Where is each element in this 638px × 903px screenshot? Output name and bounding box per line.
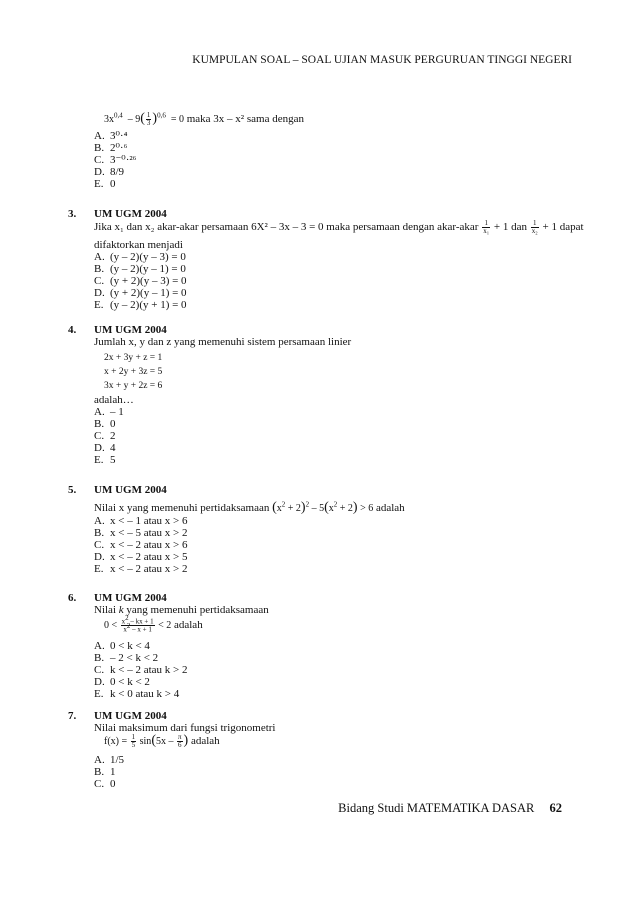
question-6-variable: k bbox=[118, 604, 124, 616]
option-text: (y – 2)(y + 1) = 0 bbox=[110, 299, 187, 311]
answer-option bbox=[94, 688, 578, 700]
question-6-tail: adalah bbox=[173, 619, 203, 632]
question-5 bbox=[68, 484, 578, 575]
answer-option bbox=[94, 251, 578, 263]
answer-option bbox=[94, 640, 578, 652]
answer-option bbox=[94, 287, 578, 299]
question-5-heading bbox=[68, 484, 578, 496]
option-letter: A. bbox=[94, 640, 105, 652]
option-letter: E. bbox=[94, 178, 104, 190]
question-7 bbox=[68, 710, 578, 790]
answer-option bbox=[94, 664, 578, 676]
question-7-function: f(x) = $\frac{1}{5}$ sin(5x – $\frac{\pi}{6}$ ) adalah bbox=[104, 732, 220, 749]
question-7-heading bbox=[68, 710, 578, 722]
answer-option bbox=[94, 527, 578, 539]
option-text: x < – 2 atau x > 6 bbox=[110, 539, 188, 551]
answer-option bbox=[94, 418, 578, 430]
question-4-stem: Jumlah x, y dan z yang memenuhi sistem persamaan linier bbox=[94, 336, 352, 348]
option-text: 8/9 bbox=[110, 166, 125, 178]
option-letter: A. bbox=[94, 251, 105, 263]
question-2-equation: $3x^{0,4} - 9$( $\frac{1}{3}$ )$^{0,6}$ = 0 bbox=[104, 110, 184, 127]
option-text: x < – 1 atau x > 6 bbox=[110, 515, 188, 527]
question-3-heading bbox=[68, 208, 578, 220]
page-header: KUMPULAN SOAL – SOAL UJIAN MASUK PERGURUAN TINGGI NEGERI bbox=[192, 54, 572, 66]
question-number: 6. bbox=[68, 592, 77, 604]
page-footer bbox=[338, 801, 562, 816]
answer-option bbox=[94, 442, 578, 454]
answer-option bbox=[94, 551, 578, 563]
option-text: 0 < k < 2 bbox=[110, 676, 150, 688]
question-2-options bbox=[68, 130, 578, 190]
question-source: UM UGM 2004 bbox=[94, 592, 167, 604]
option-text: 3⁰·⁴ bbox=[110, 130, 128, 142]
question-number: 4. bbox=[68, 324, 77, 336]
option-letter: D. bbox=[94, 287, 105, 299]
fraction-1-over-x1: $\frac{1}{\text{x₁}}$ bbox=[483, 219, 490, 235]
answer-option bbox=[94, 263, 578, 275]
question-number: 5. bbox=[68, 484, 77, 496]
question-7-stem: Nilai maksimum dari fungsi trigonometri bbox=[94, 722, 276, 734]
option-letter: B. bbox=[94, 142, 105, 154]
question-4-tail: adalah… bbox=[94, 394, 134, 406]
answer-option bbox=[94, 515, 578, 527]
question-4-heading bbox=[68, 324, 578, 336]
option-text: 3⁻⁰·²⁶ bbox=[110, 154, 137, 166]
answer-option bbox=[94, 652, 578, 664]
answer-option bbox=[94, 142, 578, 154]
question-2-stem-tail: maka 3x – x² sama dengan bbox=[186, 112, 304, 125]
question-4-options bbox=[68, 406, 578, 466]
answer-option bbox=[94, 539, 578, 551]
question-4 bbox=[68, 324, 578, 466]
option-letter: E. bbox=[94, 563, 104, 575]
option-letter: B. bbox=[94, 263, 105, 275]
option-text: x < – 2 atau x > 5 bbox=[110, 551, 188, 563]
equation-line: 3x + y + 2z = 6 bbox=[104, 381, 163, 391]
answer-option bbox=[94, 275, 578, 287]
question-source: UM UGM 2004 bbox=[94, 710, 167, 722]
question-5-tail: adalah bbox=[375, 502, 405, 514]
question-source: UM UGM 2004 bbox=[94, 484, 167, 496]
question-number: 3. bbox=[68, 208, 77, 220]
page-number: 62 bbox=[549, 801, 562, 815]
question-6-inequality: 0 < $\frac{x^2 - kx + 1}{x^2 - x + 1}$ < 2 adalah bbox=[104, 614, 203, 634]
question-number: 7. bbox=[68, 710, 77, 722]
answer-option bbox=[94, 454, 578, 466]
answer-option bbox=[94, 154, 578, 166]
question-6-options bbox=[68, 640, 578, 700]
question-3-options bbox=[68, 251, 578, 311]
option-text: 0 bbox=[110, 178, 116, 190]
option-letter: D. bbox=[94, 166, 105, 178]
option-letter: A. bbox=[94, 130, 105, 142]
option-letter: C. bbox=[94, 275, 105, 287]
option-text: 0 < k < 4 bbox=[110, 640, 150, 652]
option-letter: D. bbox=[94, 442, 105, 454]
option-letter: B. bbox=[94, 418, 105, 430]
question-source: UM UGM 2004 bbox=[94, 208, 167, 220]
fraction-rational: $\frac{x^2 - kx + 1}{x^2 - x + 1}$ bbox=[121, 614, 154, 634]
question-2 bbox=[68, 112, 578, 190]
option-letter: C. bbox=[94, 778, 105, 790]
answer-option bbox=[94, 563, 578, 575]
option-letter: C. bbox=[94, 154, 105, 166]
option-letter: D. bbox=[94, 676, 105, 688]
answer-option bbox=[94, 430, 578, 442]
option-letter: E. bbox=[94, 299, 104, 311]
footer-subject: Bidang Studi MATEMATIKA DASAR bbox=[338, 801, 535, 815]
option-text: 1/5 bbox=[110, 754, 125, 766]
option-text: 4 bbox=[110, 442, 116, 454]
answer-option bbox=[94, 406, 578, 418]
question-3-stem-b: dan bbox=[511, 221, 528, 234]
option-text: 5 bbox=[110, 454, 116, 466]
equation-line: x + 2y + 3z = 5 bbox=[104, 367, 163, 377]
question-3-stem-a: Jika x₁ dan x₂ akar-akar persamaan 6X² – 3x – 3 = 0 maka persamaan dengan akar-akar bbox=[94, 221, 479, 234]
option-text: k < – 2 atau k > 2 bbox=[110, 664, 188, 676]
option-text: 0 bbox=[110, 418, 116, 430]
option-text: (y + 2)(y – 1) = 0 bbox=[110, 287, 187, 299]
option-text: – 2 < k < 2 bbox=[110, 652, 159, 664]
option-letter: B. bbox=[94, 527, 105, 539]
question-6-stem-b: yang memenuhi pertidaksamaan bbox=[126, 604, 269, 616]
option-text: (y + 2)(y – 3) = 0 bbox=[110, 275, 187, 287]
question-source: UM UGM 2004 bbox=[94, 324, 167, 336]
answer-option bbox=[94, 299, 578, 311]
question-7-options bbox=[68, 754, 578, 790]
answer-option bbox=[94, 766, 578, 778]
option-letter: C. bbox=[94, 430, 105, 442]
option-letter: C. bbox=[94, 539, 105, 551]
option-text: 2 bbox=[110, 430, 116, 442]
option-text: 0 bbox=[110, 778, 116, 790]
question-5-options bbox=[68, 515, 578, 575]
answer-option bbox=[94, 778, 578, 790]
option-letter: E. bbox=[94, 688, 104, 700]
option-letter: C. bbox=[94, 664, 105, 676]
option-letter: B. bbox=[94, 652, 105, 664]
question-5-inequality: $(x^2 + 2)^2 - 5(x^2 + 2) > 6$ bbox=[272, 500, 374, 515]
option-text: 1 bbox=[110, 766, 116, 778]
answer-option bbox=[94, 130, 578, 142]
question-3-stem-d: difaktorkan menjadi bbox=[94, 239, 183, 251]
option-text: (y – 2)(y – 3) = 0 bbox=[110, 251, 186, 263]
question-3 bbox=[68, 208, 584, 311]
option-letter: A. bbox=[94, 754, 105, 766]
option-letter: E. bbox=[94, 454, 104, 466]
question-5-stem-text: Nilai x yang memenuhi pertidaksamaan bbox=[94, 502, 270, 514]
option-letter: B. bbox=[94, 766, 105, 778]
answer-option bbox=[94, 676, 578, 688]
option-text: – 1 bbox=[110, 406, 124, 418]
question-5-stem bbox=[68, 502, 578, 515]
equation-line: 2x + 3y + z = 1 bbox=[104, 353, 163, 363]
equation-system bbox=[68, 352, 578, 394]
option-letter: D. bbox=[94, 551, 105, 563]
option-text: (y – 2)(y – 1) = 0 bbox=[110, 263, 186, 275]
option-letter: A. bbox=[94, 515, 105, 527]
fraction-1-over-x2: $\frac{1}{\text{x₂}}$ bbox=[531, 219, 538, 235]
option-letter: A. bbox=[94, 406, 105, 418]
question-6 bbox=[68, 592, 578, 700]
question-6-stem-a: Nilai bbox=[94, 604, 116, 616]
question-7-tail: adalah bbox=[190, 734, 220, 747]
option-text: x < – 5 atau x > 2 bbox=[110, 527, 188, 539]
question-6-heading bbox=[68, 592, 578, 604]
answer-option bbox=[94, 166, 578, 178]
question-3-stem: Jika x₁ dan x₂ akar-akar persamaan 6X² – 3x – 3 = 0 maka persamaan dengan akar-akar $\frac{1}{\text{x₁}}$ + 1 dan $\frac{1}{\text{x₂}}$ + 1 dapat difaktorkan menjadi bbox=[94, 219, 584, 251]
option-text: 2⁰·⁶ bbox=[110, 142, 128, 154]
option-text: x < – 2 atau x > 2 bbox=[110, 563, 188, 575]
question-3-stem-c: dapat bbox=[559, 221, 584, 234]
answer-option bbox=[94, 178, 578, 190]
question-2-stem bbox=[68, 112, 578, 130]
question-6-stem bbox=[68, 604, 578, 616]
option-text: k < 0 atau k > 4 bbox=[110, 688, 180, 700]
answer-option bbox=[94, 754, 578, 766]
